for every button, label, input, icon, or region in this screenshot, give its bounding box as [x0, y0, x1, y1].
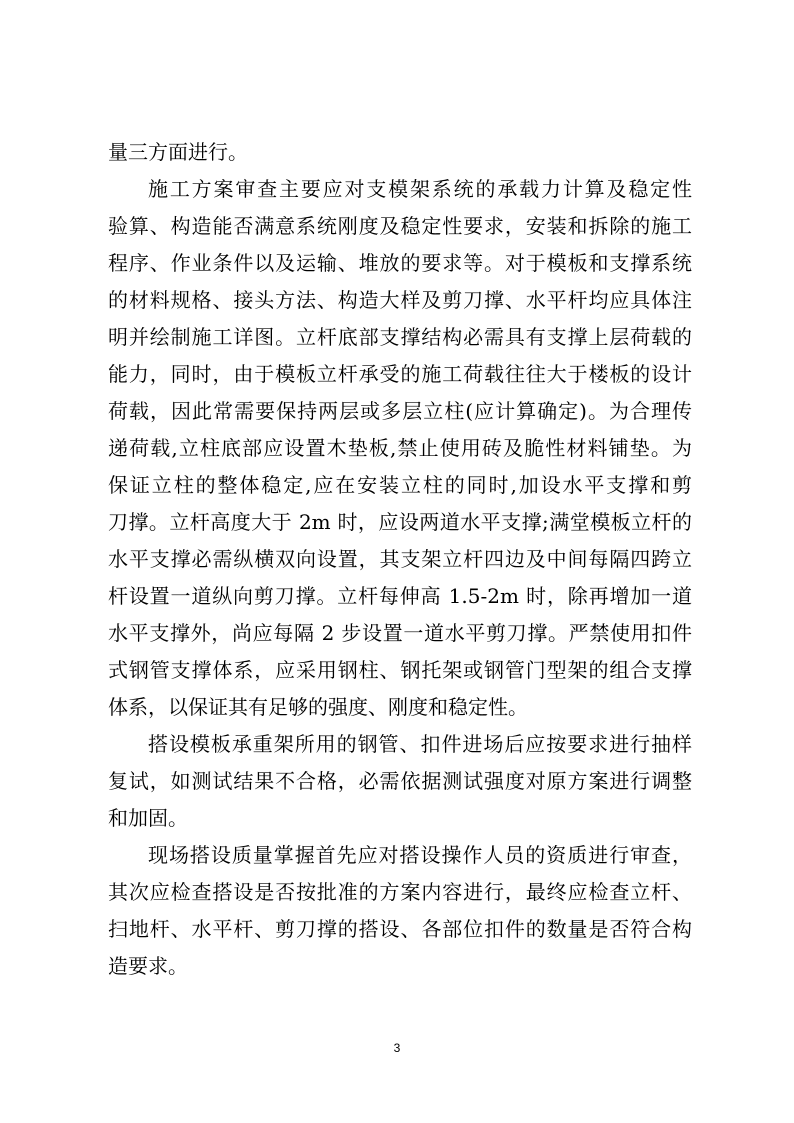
- page-number: 3: [393, 1041, 401, 1055]
- text-line: 保证立柱的整体稳定,应在安装立柱的同时,加设水平支撑和剪: [108, 473, 692, 497]
- text-line: 和加固。: [108, 806, 188, 830]
- text-line: 其次应检查搭设是否按批准的方案内容进行，最终应检查立杆、: [108, 880, 692, 904]
- paragraph-site-quality: [108, 837, 692, 985]
- text-line: 水平支撑必需纵横双向设置，其支架立杆四边及中间每隔四跨立: [108, 547, 692, 571]
- text-line: 能力，同时，由于模板立杆承受的施工荷载往往大于楼板的设计: [108, 362, 692, 386]
- text-line: 量三方面进行。: [108, 140, 248, 164]
- text-line: 明并绘制施工详图。立杆底部支撑结构必需具有支撑上层荷载的: [108, 325, 692, 349]
- text-line: 荷载，因此常需要保持两层或多层立柱(应计算确定)。为合理传: [108, 399, 692, 423]
- text-line: 水平支撑外，尚应每隔 2 步设置一道水平剪刀撑。严禁使用扣件: [108, 621, 692, 645]
- paragraph-continuation: [108, 134, 692, 171]
- text-line: 体系，以保证其有足够的强度、刚度和稳定性。: [108, 695, 528, 719]
- body-text: [108, 134, 692, 985]
- paragraph-material-testing: [108, 726, 692, 837]
- text-line: 递荷载,立柱底部应设置木垫板,禁止使用砖及脆性材料铺垫。为: [108, 436, 692, 460]
- text-line: 的材料规格、接头方法、构造大样及剪刀撑、水平杆均应具体注: [108, 288, 692, 312]
- text-line: 杆设置一道纵向剪刀撑。立杆每伸高 1.5-2m 时，除再增加一道: [108, 584, 692, 608]
- text-line: 扫地杆、水平杆、剪刀撑的搭设、各部位扣件的数量是否符合构: [108, 917, 692, 941]
- text-line: 程序、作业条件以及运输、堆放的要求等。对于模板和支撑系统: [108, 251, 692, 275]
- text-line: 造要求。: [108, 954, 188, 978]
- text-line: 复试，如测试结果不合格，必需依据测试强度对原方案进行调整: [108, 769, 692, 793]
- text-line: 式钢管支撑体系，应采用钢柱、钢托架或钢管门型架的组合支撑: [108, 658, 692, 682]
- text-line: 施工方案审查主要应对支模架系统的承载力计算及稳定性: [148, 177, 692, 201]
- paragraph-scheme-review: [108, 171, 692, 726]
- text-line: 搭设模板承重架所用的钢管、扣件进场后应按要求进行抽样: [148, 732, 692, 756]
- text-line: 刀撑。立杆高度大于 2m 时，应设两道水平支撑;满堂模板立杆的: [108, 510, 692, 534]
- text-line: 现场搭设质量掌握首先应对搭设操作人员的资质进行审查，: [148, 843, 692, 867]
- text-line: 验算、构造能否满意系统刚度及稳定性要求，安装和拆除的施工: [108, 214, 692, 238]
